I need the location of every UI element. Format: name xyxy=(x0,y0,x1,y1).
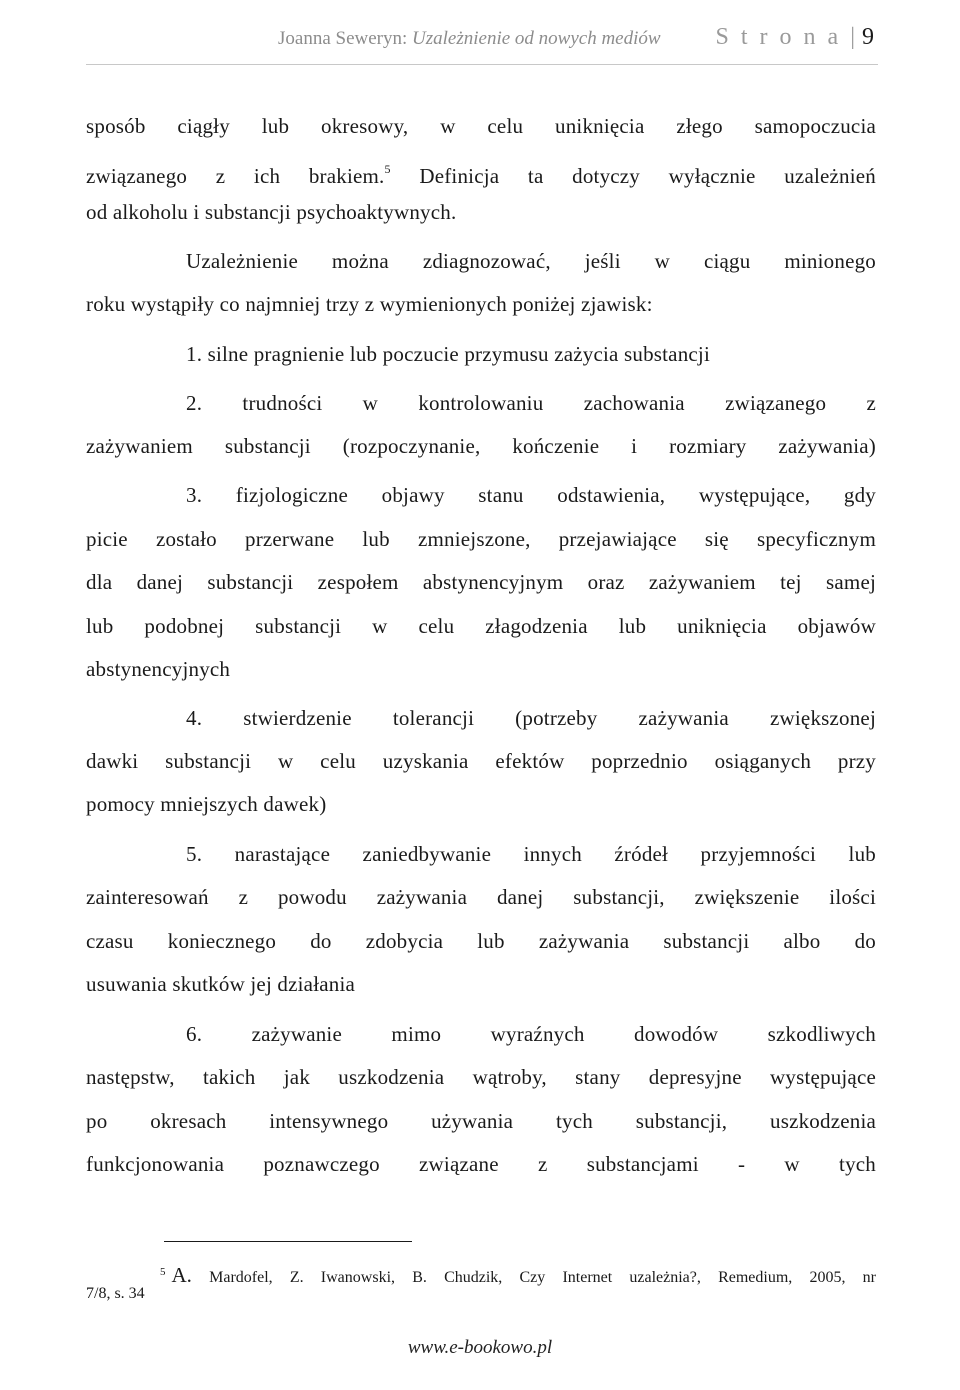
text-line: dla danej substancji zespołem abstynencyjnym oraz zażywaniem tej samej xyxy=(86,570,876,594)
footnote-number: 5 xyxy=(160,1266,166,1278)
list-item-1: 1. silne pragnienie lub poczucie przymusu zażycia substancji xyxy=(186,342,710,366)
list-item-5: 5. narastające zaniedbywanie innych źródeł przyjemności lub xyxy=(186,842,876,866)
page-header xyxy=(86,24,878,65)
page-label: S t r o n a | xyxy=(715,24,858,50)
text-line: picie zostało przerwane lub zmniejszone, przejawiające się specyficznym xyxy=(86,527,876,551)
page-number-label xyxy=(716,24,874,51)
text-line: abstynencyjnych xyxy=(86,657,231,681)
text-line: czasu koniecznego do zdobycia lub zażywania substancji albo do xyxy=(86,929,876,953)
footnote-continuation: 7/8, s. 34 xyxy=(86,1285,145,1302)
list-item-2: 2. trudności w kontrolowaniu zachowania związanego z xyxy=(186,391,876,415)
running-title xyxy=(278,28,661,50)
text-line: następstw, takich jak uszkodzenia wątroby, stany depresyjne występujące xyxy=(86,1065,876,1089)
text-segment: związanego z ich brakiem. xyxy=(86,164,385,188)
text-line: dawki substancji w celu uzyskania efektów poprzednio osiąganych przy xyxy=(86,749,876,773)
text-line xyxy=(86,155,876,190)
footnote xyxy=(160,1262,876,1288)
text-line: zażywaniem substancji (rozpoczynanie, kończenie i rozmiary zażywania) xyxy=(86,434,876,458)
text-line: po okresach intensywnego używania tych substancji, uszkodzenia xyxy=(86,1109,876,1133)
page-number: 9 xyxy=(862,24,874,50)
header-title: Uzależnienie od nowych mediów xyxy=(412,28,661,49)
list-item-3: 3. fizjologiczne objawy stanu odstawienia, występujące, gdy xyxy=(186,483,876,507)
text-line: usuwania skutków jej działania xyxy=(86,972,356,996)
footnote-separator xyxy=(164,1241,412,1242)
text-segment: Definicja ta dotyczy wyłącznie uzależnień xyxy=(390,164,877,188)
text-line: lub podobnej substancji w celu złagodzenia lub uniknięcia objawów xyxy=(86,614,876,638)
text-line: funkcjonowania poznawczego związane z substancjami - w tych xyxy=(86,1152,876,1176)
text-line: roku wystąpiły co najmniej trzy z wymienionych poniżej zjawisk: xyxy=(86,292,653,316)
footnote-initial: A. xyxy=(171,1263,192,1287)
footer-url: www.e-bookowo.pl xyxy=(407,1337,553,1358)
text-line: zainteresowań z powodu zażywania danej substancji, zwiększenie ilości xyxy=(86,885,876,909)
list-item-4: 4. stwierdzenie tolerancji (potrzeby zażywania zwiększonej xyxy=(186,706,876,730)
footnote-ref: 5 xyxy=(384,162,391,176)
footnote-text: Mardofel, Z. Iwanowski, B. Chudzik, Czy Internet uzależnia?, Remedium, 2005, nr xyxy=(191,1269,876,1286)
list-item-6: 6. zażywanie mimo wyraźnych dowodów szkodliwych xyxy=(186,1022,876,1046)
text-line: sposób ciągły lub okresowy, w celu uniknięcia złego samopoczucia xyxy=(86,114,876,138)
text-line: od alkoholu i substancji psychoaktywnych. xyxy=(86,200,457,224)
text-line: pomocy mniejszych dawek) xyxy=(86,792,327,816)
text-line: Uzależnienie można zdiagnozować, jeśli w ciągu minionego xyxy=(186,249,876,273)
header-author: Joanna Seweryn: xyxy=(278,28,413,49)
